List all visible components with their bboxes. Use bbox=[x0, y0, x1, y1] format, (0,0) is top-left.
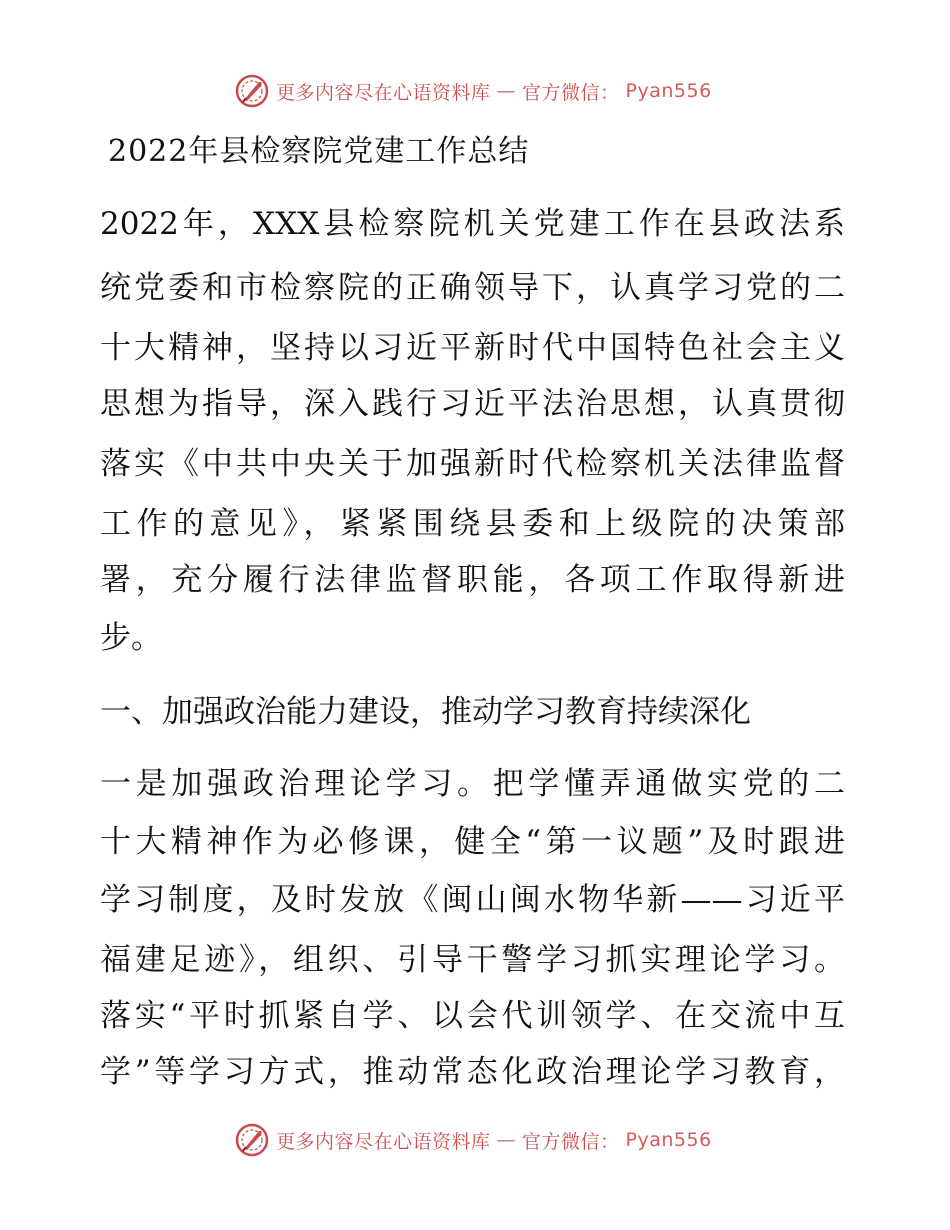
paragraph-line: 思想为指导，深入践行习近平法治思想，认真贯彻 bbox=[100, 386, 845, 422]
paragraph-line: 落实《中共中央关于加强新时代检察机关法律监督 bbox=[100, 446, 845, 482]
paragraph-line: 统党委和市检察院的正确领导下，认真学习党的二 bbox=[100, 270, 845, 306]
watermark-account-label: 官方微信： bbox=[522, 1130, 620, 1153]
paragraph-line: 工作的意见》，紧紧围绕县委和上级院的决策部 bbox=[100, 506, 845, 542]
paragraph-line: 学”等学习方式，推动常态化政治理论学习教育， bbox=[100, 1054, 845, 1090]
watermark-account-id: Pyan556 bbox=[625, 80, 712, 102]
watermark-separator: — bbox=[496, 80, 517, 102]
watermark-text: 更多内容尽在心语资料库 bbox=[276, 81, 491, 104]
quill-pen-logo-icon bbox=[234, 1122, 270, 1158]
paragraph-line: 福建足迹》，组织、引导干警学习抓实理论学习。 bbox=[100, 942, 845, 978]
paragraph-line: 署，充分履行法律监督职能，各项工作取得新进 bbox=[100, 562, 845, 598]
paragraph-line: 十大精神，坚持以习近平新时代中国特色社会主义 bbox=[100, 330, 845, 366]
quill-pen-logo-icon bbox=[234, 73, 270, 109]
paragraph-line: 一是加强政治理论学习。把学懂弄通做实党的二 bbox=[100, 766, 845, 802]
watermark-text: 更多内容尽在心语资料库 bbox=[276, 1130, 491, 1153]
document-title: 2022年县检察院党建工作总结 bbox=[108, 134, 530, 169]
watermark-separator: — bbox=[496, 1129, 517, 1151]
paragraph-line: 十大精神作为必修课，健全“第一议题”及时跟进 bbox=[100, 824, 845, 860]
watermark-header bbox=[234, 73, 712, 109]
paragraph-line-end: 步。 bbox=[100, 620, 162, 656]
paragraph-line: 落实“平时抓紧自学、以会代训领学、在交流中互 bbox=[100, 998, 845, 1034]
watermark-footer bbox=[234, 1122, 712, 1158]
section-heading: 一、加强政治能力建设，推动学习教育持续深化 bbox=[100, 694, 751, 730]
paragraph-line: 学习制度，及时发放《闽山闽水物华新——习近平 bbox=[100, 882, 845, 918]
watermark-account-label: 官方微信： bbox=[522, 81, 620, 104]
paragraph-line: 2022年，XXX县检察院机关党建工作在县政法系 bbox=[100, 206, 845, 242]
watermark-account-id: Pyan556 bbox=[625, 1129, 712, 1151]
